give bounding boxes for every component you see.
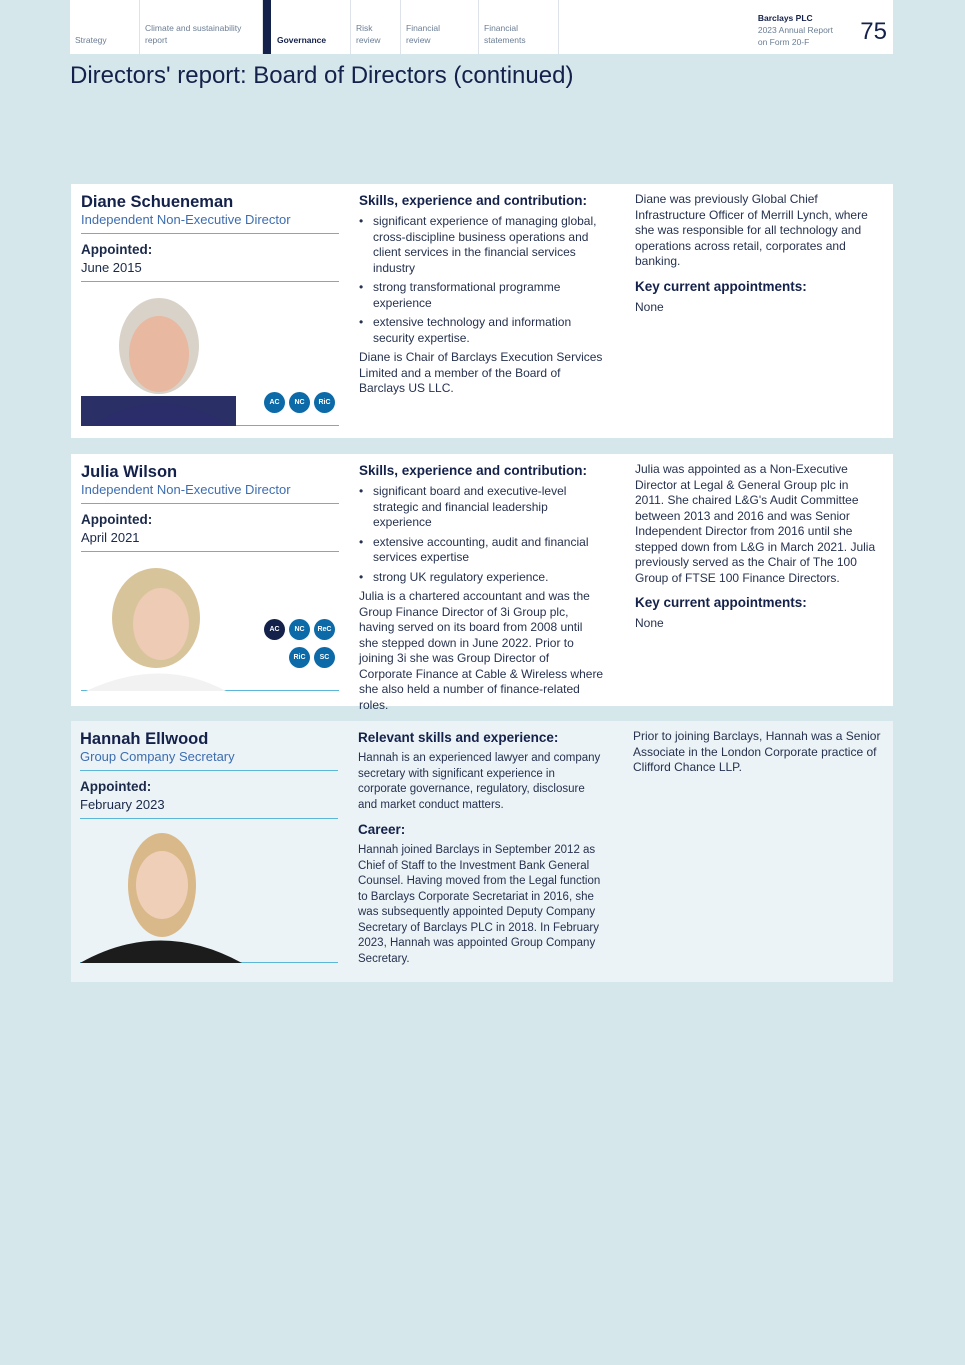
tab-label: Financial statements: [484, 23, 526, 45]
committee-badge: AC: [264, 392, 285, 413]
report-form: on Form 20-F: [757, 37, 810, 47]
page-title: Directors' report: Board of Directors (continued): [70, 62, 574, 89]
skill-item: • significant board and executive-level strategic and financial leadership experience: [359, 484, 604, 531]
director-bio: Diane was previously Global Chief Infrastructure Officer of Merrill Lynch, where she was responsible for all technology and operations across retail, corporates and banking.: [635, 192, 868, 268]
appointed-label: Appointed:: [80, 779, 152, 794]
portrait: [80, 823, 338, 963]
tab-risk-review[interactable]: [351, 0, 401, 54]
portrait: [81, 556, 339, 691]
key-appointments-heading: Key current appointments:: [635, 278, 807, 294]
tab-climate[interactable]: Climate and sustainability report: [140, 0, 263, 54]
appointed-label: Appointed:: [81, 512, 153, 527]
skill-item: • strong transformational programme experience: [359, 280, 604, 311]
key-appointments: None: [635, 299, 664, 314]
appointed-date: February 2023: [80, 797, 338, 819]
career-heading: Career:: [358, 822, 406, 837]
committee-badge: SC: [314, 647, 335, 668]
secretary-role: Group Company Secretary: [80, 749, 338, 771]
tab-strategy[interactable]: Strategy: [70, 0, 140, 54]
tab-governance[interactable]: Governance: [263, 0, 351, 54]
director-card: [71, 184, 893, 438]
skills-heading: Skills, experience and contribution:: [359, 463, 588, 478]
appointed-date: June 2015: [81, 260, 339, 282]
skill-item: • extensive accounting, audit and financial services expertise: [359, 535, 604, 566]
page-number: 75: [860, 18, 887, 45]
committee-badge: RiC: [289, 647, 310, 668]
director-summary: Julia is a chartered accountant and was the Group Finance Director of 3i Group plc, having served on its board from 2008 until she stepped down in June 2022. Prior to joining 3i she was Group Director of Corporate Finance at Cable & Wireless where she also held a number of finance-related roles.: [359, 589, 604, 712]
skills-text: Hannah is an experienced lawyer and company secretary with significant experience in corporate governance, regulatory, disclosure and market conduct matters.: [358, 752, 601, 811]
director-role: Independent Non-Executive Director: [81, 482, 339, 504]
committee-badge: RiC: [314, 392, 335, 413]
skills-heading: Relevant skills and experience:: [358, 730, 559, 745]
career-text: Hannah joined Barclays in September 2012 as Chief of Staff to the Investment Bank General Counsel. Having moved from the Legal function to Barclays Corporate Secretariat in 2016, she was subsequently appointed Deputy Company Secretary of Barclays PLC in 2018. In February 2023, Hannah was appointed Group Company Secretary.: [358, 844, 601, 965]
committee-badge: NC: [289, 392, 310, 413]
skill-item: • extensive technology and information security expertise.: [359, 315, 604, 346]
portrait: [81, 286, 339, 426]
secretary-card: [71, 721, 893, 982]
key-appointments: None: [635, 616, 664, 630]
skill-item: • significant experience of managing global, cross-discipline business operations and client services in the financial services industry: [359, 214, 604, 276]
appointed-label: Appointed:: [81, 242, 153, 257]
tab-label: Risk review: [356, 23, 381, 45]
section-nav: [70, 0, 893, 54]
committee-badge: ReC: [314, 619, 335, 640]
tab-financial-review[interactable]: [401, 0, 479, 54]
tab-financial-statements[interactable]: [479, 0, 559, 54]
secretary-name: Hannah Ellwood: [80, 730, 209, 748]
committee-badge: AC: [264, 619, 285, 640]
director-name: Diane Schueneman: [81, 193, 234, 211]
report-info: [758, 12, 833, 48]
key-appointments-heading: Key current appointments:: [635, 595, 807, 610]
director-summary: Diane is Chair of Barclays Execution Services Limited and a member of the Board of Barclays US LLC.: [359, 350, 603, 395]
director-card: [71, 454, 893, 712]
director-name: Julia Wilson: [81, 463, 178, 481]
committee-badge: NC: [289, 619, 310, 640]
appointed-date: April 2021: [81, 530, 339, 552]
report-name: 2023 Annual Report: [757, 25, 833, 35]
secretary-bio: Prior to joining Barclays, Hannah was a Senior Associate in the London Corporate practice of Clifford Chance LLP.: [633, 729, 881, 774]
director-role: Independent Non-Executive Director: [81, 212, 339, 234]
skill-item: • strong UK regulatory experience.: [359, 570, 604, 586]
tab-label: Financial review: [406, 23, 441, 45]
brand: Barclays PLC: [757, 13, 813, 23]
skills-heading: Skills, experience and contribution:: [359, 193, 588, 208]
director-bio: Julia was appointed as a Non-Executive Director at Legal & General Group plc in 2011. She chaired L&G's Audit Committee between 2013 and 2016 and was Senior Independent Director from 2016 until she stepped down from L&G in March 2021. Julia previously served as the Chair of The 100 Group of FTSE 100 Finance Directors.: [635, 462, 876, 585]
